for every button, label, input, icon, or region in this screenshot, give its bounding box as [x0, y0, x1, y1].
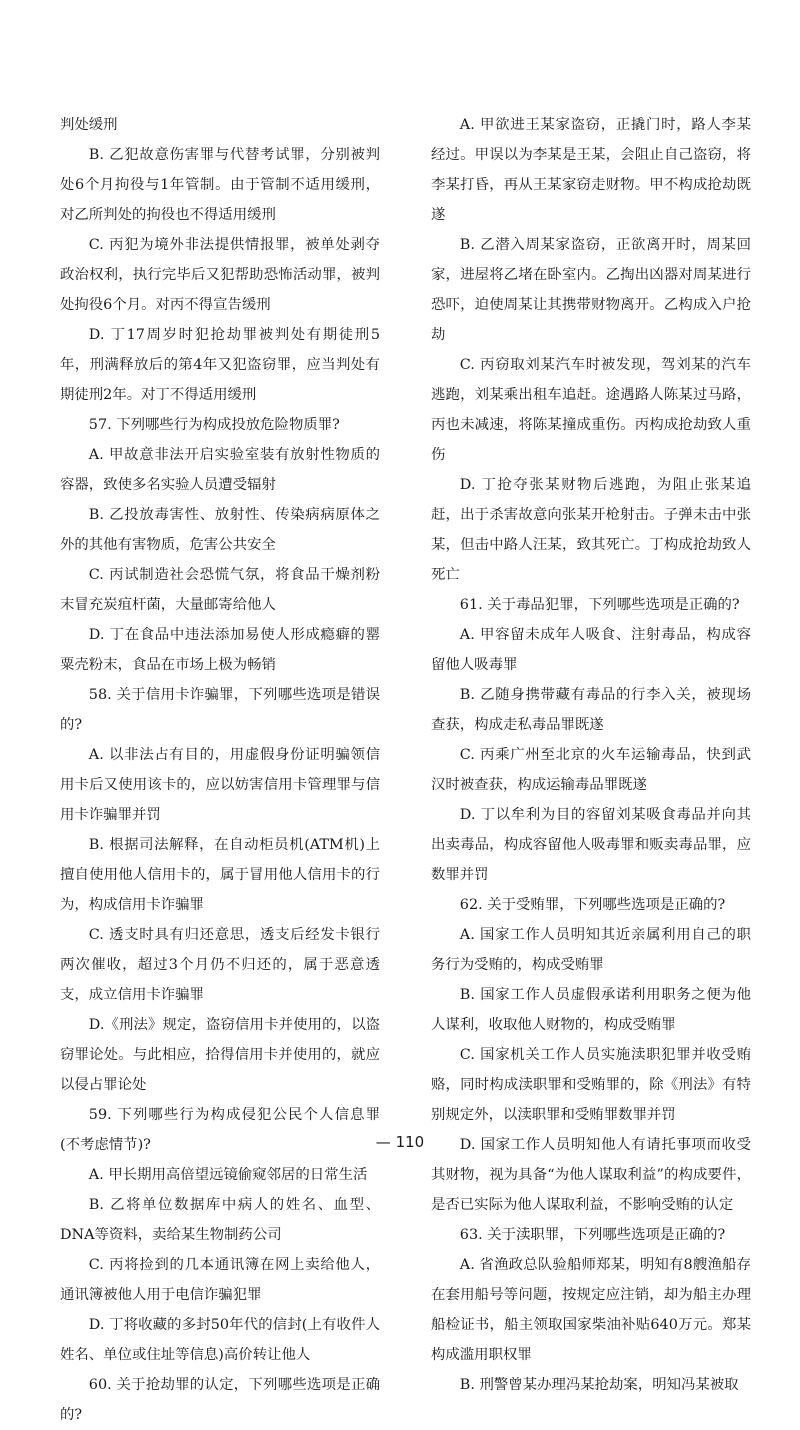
paragraph: B. 刑警曾某办理冯某抢劫案，明知冯某被取: [459, 1377, 739, 1393]
paragraph: C. 丙乘广州至北京的火车运输毒品，快到武汉时被查获，构成运输毒品罪既遂: [431, 747, 751, 793]
paragraph: C. 透支时具有归还意思，透支后经发卡银行两次催收，超过3个月仍不归还的，属于恶意透支，成立信用卡诈骗罪: [60, 927, 380, 1003]
paragraph: D. 丁抢夺张某财物后逃跑，为阻止张某追赶，出于杀害故意向张某开枪射击。子弹未击中张某，但击中路人汪某，致其死亡。丁构成抢劫致人死亡: [431, 477, 751, 583]
right-column: [431, 110, 751, 1400]
paragraph: D. 国家工作人员明知他人有请托事项而收受其财物，视为具备“为他人谋取利益”的构成要件，是否已实际为他人谋取利益，不影响受贿的认定: [431, 1137, 751, 1213]
paragraph: D. 丁以牟利为目的容留刘某吸食毒品并向其出卖毒品，构成容留他人吸毒罪和贩卖毒品罪，应数罪并罚: [431, 807, 751, 883]
paragraph: D. 丁将收藏的多封50年代的信封(上有收件人姓名、单位或住址等信息)高价转让他人: [60, 1317, 380, 1363]
paragraph: B. 乙潜入周某家盗窃，正欲离开时，周某回家，进屋将乙堵在卧室内。乙掏出凶器对周某进行恐吓，迫使周某让其携带财物离开。乙构成入户抢劫: [431, 237, 751, 343]
paragraph: B. 乙投放毒害性、放射性、传染病病原体之外的其他有害物质，危害公共安全: [60, 507, 380, 553]
paragraph: C. 丙将捡到的几本通讯簿在网上卖给他人，通讯簿被他人用于电信诈骗犯罪: [60, 1257, 380, 1303]
paragraph: A. 甲故意非法开启实验室装有放射性物质的容器，致使多名实验人员遭受辐射: [60, 447, 380, 493]
paragraph: C. 国家机关工作人员实施渎职犯罪并收受贿赂，同时构成渎职罪和受贿罪的，除《刑法》有特别规定外，以渎职罪和受贿罪数罪并罚: [431, 1047, 751, 1123]
paragraph: 57. 下列哪些行为构成投放危险物质罪?: [88, 417, 340, 433]
paragraph: D.《刑法》规定，盗窃信用卡并使用的，以盗窃罪论处。与此相应，拾得信用卡并使用的，就应以侵占罪论处: [60, 1017, 380, 1093]
paragraph: A. 甲容留未成年人吸食、注射毒品，构成容留他人吸毒罪: [431, 627, 751, 673]
paragraph: 62. 关于受贿罪，下列哪些选项是正确的?: [459, 897, 726, 913]
paragraph: 59. 下列哪些行为构成侵犯公民个人信息罪(不考虑情节)?: [60, 1107, 380, 1153]
paragraph: A. 甲长期用高倍望远镜偷窥邻居的日常生活: [88, 1167, 368, 1183]
paragraph: 60. 关于抢劫罪的认定，下列哪些选项是正确的?: [60, 1377, 380, 1423]
paragraph: 58. 关于信用卡诈骗罪，下列哪些选项是错误的?: [60, 687, 380, 733]
paragraph: A. 以非法占有目的，用虚假身份证明骗领信用卡后又使用该卡的，应以妨害信用卡管理罪与信用卡诈骗罪并罚: [60, 747, 380, 823]
paragraph: D. 丁17周岁时犯抢劫罪被判处有期徒刑5年，刑满释放后的第4年又犯盗窃罪，应当判处有期徒刑2年。对丁不得适用缓刑: [60, 327, 380, 403]
paragraph: A. 甲欲进王某家盗窃，正撬门时，路人李某经过。甲误以为李某是王某，会阻止自己盗窃，将李某打昏，再从王某家窃走财物。甲不构成抢劫既遂: [431, 117, 751, 223]
paragraph: B. 乙犯故意伤害罪与代替考试罪，分别被判处6个月拘役与1年管制。由于管制不适用缓刑，对乙所判处的拘役也不得适用缓刑: [60, 147, 380, 223]
paragraph: A. 省渔政总队验船师郑某，明知有8艘渔船存在套用船号等问题，按规定应注销，却为船主办理船检证书，船主领取国家柴油补贴640万元。郑某构成滥用职权罪: [431, 1257, 751, 1363]
paragraph: B. 乙将单位数据库中病人的姓名、血型、DNA等资料，卖给某生物制药公司: [60, 1197, 380, 1243]
paragraph: B. 乙随身携带藏有毒品的行李入关，被现场查获，构成走私毒品罪既遂: [431, 687, 751, 733]
paragraph: 判处缓刑: [60, 117, 118, 133]
paragraph: 61. 关于毒品犯罪，下列哪些选项是正确的?: [459, 597, 740, 613]
page-number: — 110: [375, 1133, 425, 1151]
paragraph: C. 丙窃取刘某汽车时被发现，驾刘某的汽车逃跑，刘某乘出租车追赶。途遇路人陈某过马路，丙也未减速，将陈某撞成重伤。丙构成抢劫致人重伤: [431, 357, 751, 463]
paragraph: B. 根据司法解释，在自动柜员机(ATM机)上擅自使用他人信用卡的，属于冒用他人信用卡的行为，构成信用卡诈骗罪: [60, 837, 380, 913]
left-column: [60, 110, 380, 1430]
paragraph: 63. 关于渎职罪，下列哪些选项是正确的?: [459, 1227, 726, 1243]
paragraph: D. 丁在食品中违法添加易使人形成瘾癖的罂粟壳粉末，食品在市场上极为畅销: [60, 627, 380, 673]
paragraph: A. 国家工作人员明知其近亲属利用自己的职务行为受贿的，构成受贿罪: [431, 927, 751, 973]
paragraph: C. 丙犯为境外非法提供情报罪，被单处剥夺政治权利，执行完毕后又犯帮助恐怖活动罪，被判处拘役6个月。对丙不得宣告缓刑: [60, 237, 380, 313]
paragraph: C. 丙试制造社会恐慌气氛，将食品干燥剂粉末冒充炭疽杆菌，大量邮寄给他人: [60, 567, 380, 613]
paragraph: B. 国家工作人员虚假承诺利用职务之便为他人谋利，收取他人财物的，构成受贿罪: [431, 987, 751, 1033]
